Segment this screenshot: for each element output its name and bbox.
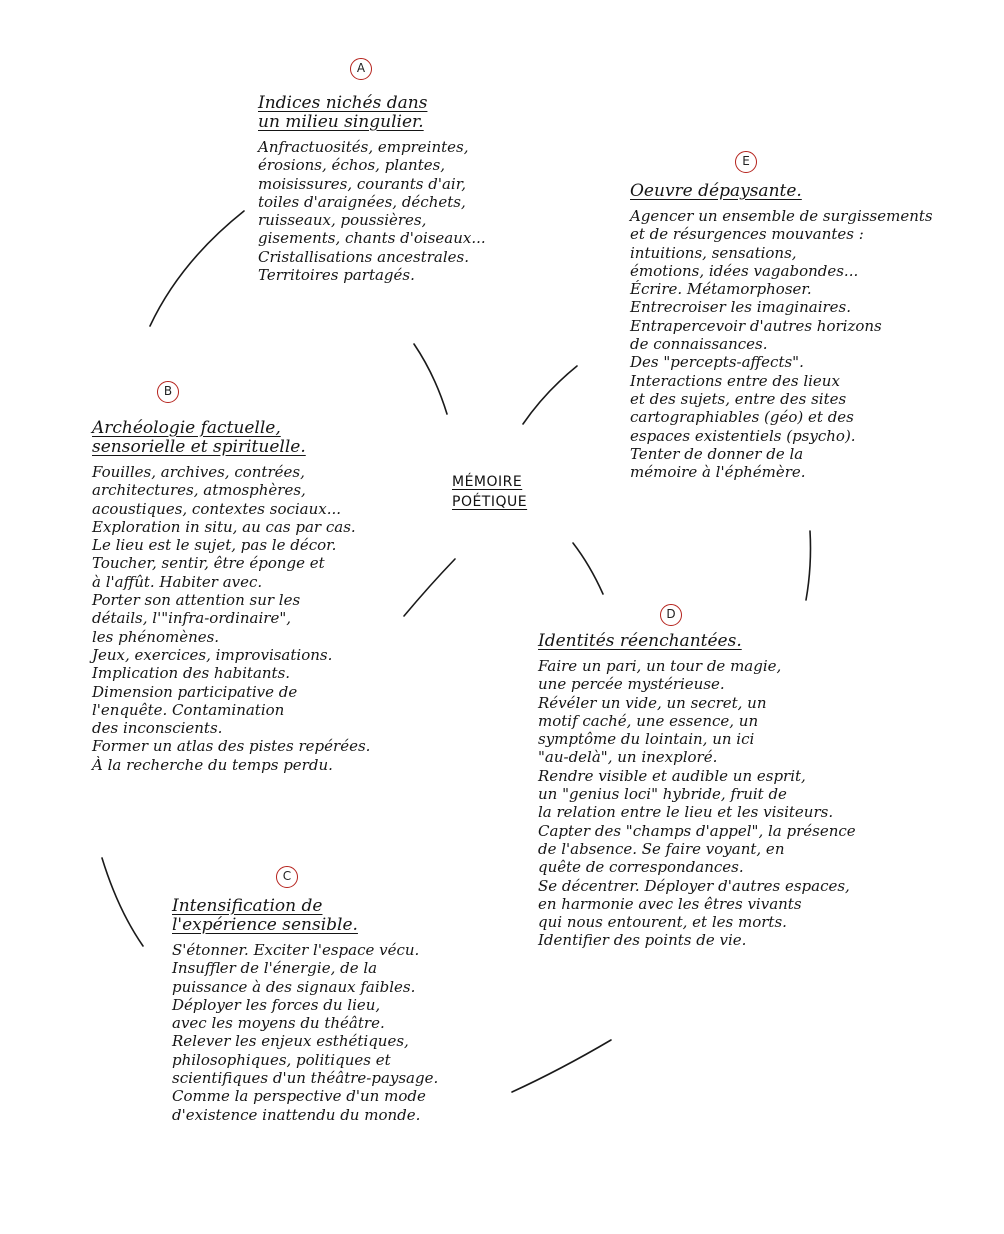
arc-e-to-d — [806, 531, 811, 600]
section-e-line: espaces existentiels (psycho). — [630, 426, 856, 445]
section-b-line: À la recherche du temps perdu. — [92, 755, 333, 774]
section-b-line: acoustiques, contextes sociaux... — [92, 499, 342, 518]
section-d — [538, 632, 856, 950]
section-d-line: un "genius loci" hybride, fruit de — [538, 785, 787, 804]
section-d-title — [538, 632, 856, 651]
section-b-line: Dimension participative de — [92, 682, 298, 701]
section-b-line: l'enquête. Contamination — [92, 700, 285, 719]
section-c-line: Comme la perspective d'un mode — [172, 1087, 426, 1106]
section-d-line: symptôme du lointain, un ici — [538, 730, 755, 749]
section-d-line: en harmonie avec les êtres vivants — [538, 894, 802, 913]
section-a-line: gisements, chants d'oiseaux... — [258, 229, 486, 248]
section-a — [258, 94, 486, 284]
section-c-line: S'étonner. Exciter l'espace vécu. — [172, 941, 420, 959]
section-a-line: Territoires partagés. — [258, 266, 415, 285]
section-a-title-line: un milieu singulier. — [258, 112, 424, 132]
section-e-line: Entrapercevoir d'autres horizons — [630, 316, 882, 335]
marker-c: C — [276, 866, 298, 888]
section-c-line: Insuffler de l'énergie, de la — [172, 959, 378, 978]
arc-a-to-b — [150, 211, 244, 326]
section-e-line: Des "percepts-affects". — [630, 353, 804, 372]
section-c-line: philosophiques, politiques et — [172, 1050, 391, 1069]
section-d-line: Rendre visible et audible un esprit, — [538, 766, 806, 785]
section-b-line: Former un atlas des pistes repérées. — [92, 737, 371, 756]
section-b-line: Implication des habitants. — [92, 664, 291, 683]
arc-b-to-c — [102, 858, 143, 946]
section-a-line: toiles d'araignées, déchets, — [258, 192, 466, 211]
section-e-line: Écrire. Métamorphoser. — [630, 280, 812, 299]
section-c-line: avec les moyens du théâtre. — [172, 1014, 385, 1033]
section-c-line: Déployer les forces du lieu, — [172, 995, 381, 1014]
center-title-line2: POÉTIQUE — [452, 494, 528, 510]
section-c-line: Relever les enjeux esthétiques, — [172, 1032, 409, 1051]
section-b-line: architectures, atmosphères, — [92, 481, 306, 500]
section-b-line: Exploration in situ, au cas par cas. — [92, 517, 356, 536]
inner-arc-top-right — [523, 366, 577, 424]
section-e-line: Agencer un ensemble de surgissements — [630, 207, 933, 225]
section-d-line: de l'absence. Se faire voyant, en — [538, 839, 785, 858]
section-b-line: Le lieu est le sujet, pas le décor. — [92, 536, 337, 555]
section-e-line: de connaissances. — [630, 335, 768, 354]
section-e — [630, 182, 933, 481]
section-e-line: Tenter de donner de la — [630, 444, 804, 463]
marker-a: A — [350, 58, 372, 80]
section-c-title-line: l'expérience sensible. — [172, 915, 358, 935]
center-title — [452, 472, 562, 512]
section-d-line: une percée mystérieuse. — [538, 675, 725, 694]
section-e-line: et des sujets, entre des sites — [630, 389, 847, 408]
section-d-line: motif caché, une essence, un — [538, 711, 759, 730]
section-b-line: des inconscients. — [92, 719, 223, 738]
section-a-title-line: Indices nichés dans — [258, 93, 428, 113]
section-b-title — [92, 419, 370, 457]
marker-b: B — [157, 381, 179, 403]
section-a-line: ruisseaux, poussières, — [258, 211, 427, 230]
section-a-line: érosions, échos, plantes, — [258, 156, 446, 175]
section-d-line: "au-delà", un inexploré. — [538, 748, 718, 767]
section-a-title — [258, 94, 486, 132]
section-b-line: à l'affût. Habiter avec. — [92, 572, 263, 591]
section-c-line: d'existence inattendu du monde. — [172, 1105, 421, 1124]
section-c-title-line: Intensification de — [172, 896, 323, 916]
section-e-line: cartographiables (géo) et des — [630, 408, 854, 427]
section-b — [92, 419, 370, 774]
section-e-line: Interactions entre des lieux — [630, 371, 840, 390]
section-b-line: Toucher, sentir, être éponge et — [92, 554, 325, 573]
section-b-line: Porter son attention sur les — [92, 591, 301, 610]
marker-e: E — [735, 151, 757, 173]
section-e-line: Entrecroiser les imaginaires. — [630, 298, 852, 317]
section-c — [172, 897, 438, 1124]
section-d-line: quête de correspondances. — [538, 858, 744, 877]
section-d-line: Identifier des points de vie. — [538, 931, 747, 950]
section-d-line: Révéler un vide, un secret, un — [538, 693, 767, 712]
section-c-line: puissance à des signaux faibles. — [172, 977, 416, 996]
section-b-line: détails, l'"infra-ordinaire", — [92, 609, 292, 628]
section-e-line: émotions, idées vagabondes... — [630, 261, 859, 280]
section-e-line: intuitions, sensations, — [630, 243, 797, 262]
inner-arc-top-left — [414, 344, 447, 414]
section-e-line: mémoire à l'éphémère. — [630, 463, 806, 482]
marker-d: D — [660, 604, 682, 626]
section-a-line: Cristallisations ancestrales. — [258, 247, 469, 266]
section-d-line: la relation entre le lieu et les visiteurs. — [538, 803, 834, 822]
section-c-line: scientifiques d'un théâtre-paysage. — [172, 1069, 439, 1088]
inner-arc-bottom-right — [573, 543, 603, 594]
section-e-title-line: Oeuvre dépaysante. — [630, 181, 802, 201]
section-b-line: Fouilles, archives, contrées, — [92, 463, 305, 481]
section-d-line: qui nous entourent, et les morts. — [538, 913, 787, 932]
section-a-line: moisissures, courants d'air, — [258, 174, 467, 193]
section-d-line: Se décentrer. Déployer d'autres espaces, — [538, 876, 850, 895]
section-d-title-line: Identités réenchantées. — [538, 631, 742, 651]
section-e-title — [630, 182, 933, 201]
section-c-title — [172, 897, 438, 935]
section-d-line: Capter des "champs d'appel", la présence — [538, 821, 856, 840]
inner-arc-bottom-left — [404, 559, 455, 616]
arc-d-to-c — [512, 1040, 611, 1092]
center-title-line1: MÉMOIRE — [452, 474, 523, 490]
section-b-title-line: sensorielle et spirituelle. — [92, 437, 306, 457]
section-e-line: et de résurgences mouvantes : — [630, 225, 864, 244]
section-d-line: Faire un pari, un tour de magie, — [538, 657, 782, 675]
section-b-title-line: Archéologie factuelle, — [92, 418, 281, 438]
section-a-line: Anfractuosités, empreintes, — [258, 138, 469, 156]
section-b-line: Jeux, exercices, improvisations. — [92, 645, 333, 664]
section-b-line: les phénomènes. — [92, 627, 220, 646]
